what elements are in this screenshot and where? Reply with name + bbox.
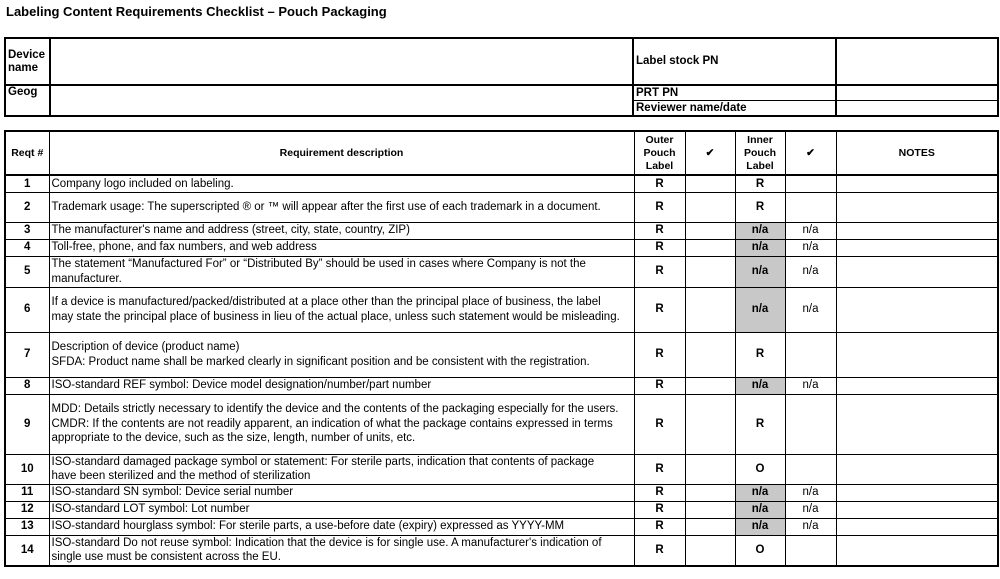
description-line: ISO-standard SN symbol: Device serial number	[51, 486, 294, 499]
outer-check-cell[interactable]	[685, 332, 735, 377]
outer-check-cell[interactable]	[685, 535, 735, 566]
outer-check-cell[interactable]	[685, 239, 735, 256]
requirement-description	[49, 377, 634, 394]
outer-pouch-label-header: Outer Pouch Label	[634, 131, 685, 175]
requirement-description	[49, 175, 634, 192]
outer-pouch-value: R	[634, 518, 685, 535]
inner-check-cell[interactable]: n/a	[785, 222, 836, 239]
reqt-number: 12	[5, 501, 49, 518]
inner-pouch-label-header: Inner Pouch Label	[735, 131, 785, 175]
requirement-description	[49, 287, 634, 332]
outer-check-cell[interactable]	[685, 394, 735, 454]
table-row	[5, 332, 998, 377]
outer-check-cell[interactable]	[685, 175, 735, 192]
notes-cell[interactable]	[836, 394, 998, 454]
outer-check-header: ✔	[685, 131, 735, 175]
reqt-number: 5	[5, 256, 49, 287]
reqt-number: 9	[5, 394, 49, 454]
table-row	[5, 256, 998, 287]
description-line: may state the principal place of business in lieu of the actual place, unless such statement would be misleading.	[51, 310, 620, 323]
notes-cell[interactable]	[836, 484, 998, 501]
table-row	[5, 287, 998, 332]
requirement-description	[49, 222, 634, 239]
table-row	[5, 239, 998, 256]
inner-pouch-value: n/a	[735, 518, 785, 535]
requirement-description	[49, 394, 634, 454]
description-line: appropriate to the device, such as the size, length, number of units, etc.	[51, 432, 416, 445]
inner-pouch-value: R	[735, 332, 785, 377]
notes-cell[interactable]	[836, 377, 998, 394]
description-line: ISO-standard damaged package symbol or statement: For sterile parts, indication that contents of package	[51, 455, 595, 468]
description-header: Requirement description	[49, 131, 634, 175]
inner-pouch-value: O	[735, 454, 785, 484]
inner-check-cell[interactable]	[785, 454, 836, 484]
inner-check-cell[interactable]: n/a	[785, 287, 836, 332]
reviewer-label: Reviewer name/date	[633, 101, 836, 117]
inner-pouch-value: n/a	[735, 501, 785, 518]
inner-pouch-value: n/a	[735, 484, 785, 501]
description-line: MDD: Details strictly necessary to identify the device and the contents of the packaging especially for the users.	[51, 403, 619, 416]
reqt-number: 3	[5, 222, 49, 239]
inner-check-cell[interactable]: n/a	[785, 484, 836, 501]
inner-check-cell[interactable]: n/a	[785, 518, 836, 535]
description-line: ISO-standard LOT symbol: Lot number	[51, 503, 250, 516]
page-title: Labeling Content Requirements Checklist – Pouch Packaging	[6, 4, 387, 19]
notes-cell[interactable]	[836, 518, 998, 535]
inner-check-cell[interactable]	[785, 394, 836, 454]
table-row	[5, 192, 998, 222]
description-line: single use must be consistent across the EU.	[51, 551, 281, 563]
outer-pouch-value: R	[634, 501, 685, 518]
prt-pn-field[interactable]	[836, 85, 998, 101]
outer-pouch-value: R	[634, 175, 685, 192]
requirement-description	[49, 535, 634, 566]
notes-cell[interactable]	[836, 239, 998, 256]
reqt-number: 10	[5, 454, 49, 484]
device-info-table	[4, 37, 999, 117]
outer-pouch-value: R	[634, 535, 685, 566]
inner-check-cell[interactable]	[785, 332, 836, 377]
notes-cell[interactable]	[836, 287, 998, 332]
notes-header: NOTES	[836, 131, 998, 175]
outer-check-cell[interactable]	[685, 484, 735, 501]
inner-check-cell[interactable]: n/a	[785, 256, 836, 287]
outer-pouch-value: R	[634, 239, 685, 256]
prt-pn-label: PRT PN	[633, 85, 836, 101]
outer-check-cell[interactable]	[685, 192, 735, 222]
reqt-header: Reqt #	[5, 131, 49, 175]
inner-check-header: ✔	[785, 131, 836, 175]
description-line: ISO-standard Do not reuse symbol: Indication that the device is for single use. A manufacturer's indication of	[51, 536, 602, 549]
outer-check-cell[interactable]	[685, 518, 735, 535]
table-row	[5, 377, 998, 394]
geog-field[interactable]	[50, 85, 633, 116]
notes-cell[interactable]	[836, 332, 998, 377]
table-row	[5, 175, 998, 192]
table-row	[5, 535, 998, 566]
requirement-description	[49, 239, 634, 256]
outer-pouch-value: R	[634, 394, 685, 454]
outer-check-cell[interactable]	[685, 256, 735, 287]
inner-check-cell[interactable]	[785, 175, 836, 192]
device-name-field[interactable]	[50, 38, 633, 85]
label-stock-field[interactable]	[836, 38, 998, 85]
outer-check-cell[interactable]	[685, 377, 735, 394]
table-row	[5, 518, 998, 535]
inner-check-cell[interactable]: n/a	[785, 239, 836, 256]
requirements-table	[4, 130, 999, 567]
description-line: The manufacturer's name and address (street, city, state, country, ZIP)	[51, 224, 410, 237]
inner-pouch-value: R	[735, 192, 785, 222]
requirement-description	[49, 484, 634, 501]
outer-pouch-value: R	[634, 192, 685, 222]
reqt-number: 1	[5, 175, 49, 192]
requirement-description	[49, 256, 634, 287]
inner-check-cell[interactable]: n/a	[785, 501, 836, 518]
reviewer-field[interactable]	[836, 101, 998, 117]
device-name-label: Device name	[5, 38, 50, 85]
reqt-number: 4	[5, 239, 49, 256]
reqt-number: 11	[5, 484, 49, 501]
description-line: SFDA: Product name shall be marked clearly in significant position and be consistent with the registration.	[51, 355, 590, 368]
requirement-description	[49, 332, 634, 377]
table-row	[5, 222, 998, 239]
outer-pouch-value: R	[634, 484, 685, 501]
description-line: The statement “Manufactured For” or “Distributed By” should be used in cases where Company is not the	[51, 258, 586, 270]
description-line: Toll-free, phone, and fax numbers, and web address	[51, 241, 317, 254]
notes-cell[interactable]	[836, 175, 998, 192]
reqt-number: 7	[5, 332, 49, 377]
notes-cell[interactable]	[836, 454, 998, 484]
inner-pouch-value: R	[735, 394, 785, 454]
inner-check-cell[interactable]	[785, 192, 836, 222]
reqt-number: 2	[5, 192, 49, 222]
outer-pouch-value: R	[634, 287, 685, 332]
outer-pouch-value: R	[634, 222, 685, 239]
notes-cell[interactable]	[836, 192, 998, 222]
reqt-number: 6	[5, 287, 49, 332]
outer-pouch-value: R	[634, 377, 685, 394]
inner-pouch-value: n/a	[735, 256, 785, 287]
reqt-number: 8	[5, 377, 49, 394]
description-line: Company logo included on labeling.	[51, 177, 234, 190]
outer-check-cell[interactable]	[685, 454, 735, 484]
description-line: have been sterilized and the method of sterilization	[51, 470, 311, 482]
description-line: Trademark usage: The superscripted ® or ™ will appear after the first use of each trademark in a document.	[51, 200, 601, 213]
notes-cell[interactable]	[836, 501, 998, 518]
description-line: Description of device (product name)	[51, 341, 240, 353]
requirement-description	[49, 454, 634, 484]
outer-pouch-value: R	[634, 332, 685, 377]
inner-pouch-value: O	[735, 535, 785, 566]
outer-check-cell[interactable]	[685, 287, 735, 332]
description-line: ISO-standard REF symbol: Device model designation/number/part number	[51, 379, 432, 392]
requirement-description	[49, 501, 634, 518]
description-line: manufacturer.	[51, 272, 122, 285]
inner-pouch-value: n/a	[735, 287, 785, 332]
inner-check-cell[interactable]: n/a	[785, 377, 836, 394]
table-row	[5, 454, 998, 484]
description-line: ISO-standard hourglass symbol: For sterile parts, a use-before date (expiry) expressed as YYYY-MM	[51, 520, 565, 533]
description-line: If a device is manufactured/packed/distributed at a place other than the principal place of business, the label	[51, 296, 601, 308]
inner-pouch-value: R	[735, 175, 785, 192]
description-line: CMDR: If the contents are not readily apparent, an indication of what the package contains expressed in terms	[51, 417, 613, 430]
reqt-number: 13	[5, 518, 49, 535]
inner-pouch-value: n/a	[735, 377, 785, 394]
inner-check-cell[interactable]	[785, 535, 836, 566]
notes-cell[interactable]	[836, 535, 998, 566]
table-row	[5, 394, 998, 454]
outer-pouch-value: R	[634, 454, 685, 484]
notes-cell[interactable]	[836, 222, 998, 239]
inner-pouch-value: n/a	[735, 239, 785, 256]
label-stock-label: Label stock PN	[633, 38, 836, 85]
inner-pouch-value: n/a	[735, 222, 785, 239]
requirement-description	[49, 518, 634, 535]
outer-check-cell[interactable]	[685, 501, 735, 518]
requirement-description	[49, 192, 634, 222]
reqt-number: 14	[5, 535, 49, 566]
outer-pouch-value: R	[634, 256, 685, 287]
table-row	[5, 484, 998, 501]
outer-check-cell[interactable]	[685, 222, 735, 239]
notes-cell[interactable]	[836, 256, 998, 287]
geog-label: Geog	[5, 85, 50, 116]
table-row	[5, 501, 998, 518]
